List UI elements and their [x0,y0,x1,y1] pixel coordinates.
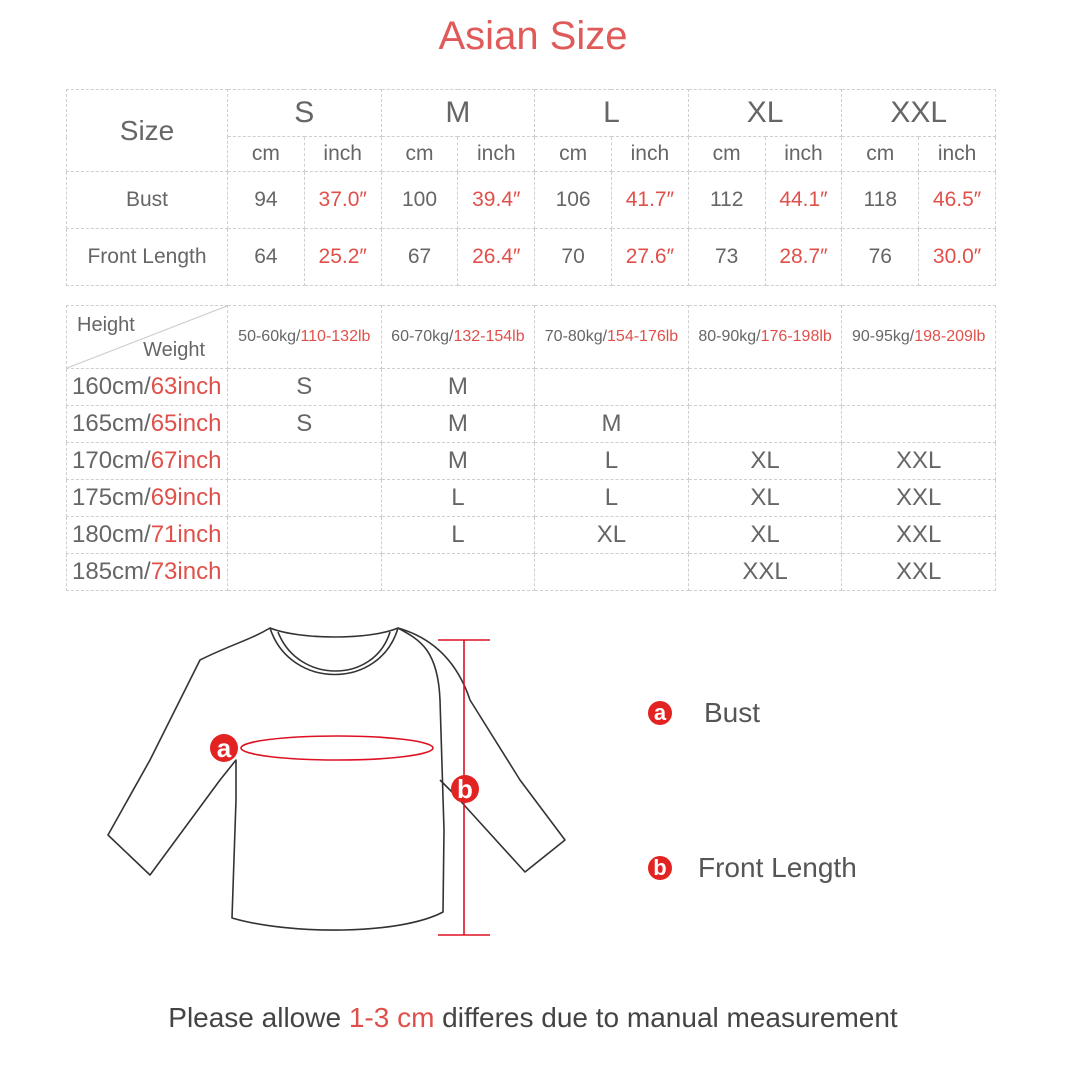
length-inch-m: 26.4″ [458,229,535,286]
weight-lb: 198-209lb [914,328,986,345]
fit-size-cell: S [228,406,382,443]
table-row [67,369,996,406]
fit-size-cell: M [535,406,689,443]
height-cell [67,443,228,480]
height-cell [67,369,228,406]
height-cell [67,406,228,443]
height-weight-fit-table [66,305,996,591]
fit-size-cell: XL [688,480,842,517]
height-cm: 175cm/ [72,484,151,511]
row-label-front-length: Front Length [67,229,228,286]
bust-cm-l: 106 [535,172,612,229]
size-header-l: L [535,90,689,137]
bust-measure-line [241,736,433,760]
shirt-outline [108,628,444,930]
fit-size-cell [842,369,996,406]
table-row [67,480,996,517]
legend-bust [648,697,760,729]
fit-size-cell: L [381,517,535,554]
fit-size-cell [535,369,689,406]
size-corner-label: Size [67,90,228,172]
fit-size-cell: XL [688,443,842,480]
weight-kg: 50-60kg/ [238,328,301,345]
note-highlight: 1-3 cm [348,1002,435,1033]
measurement-note [0,1002,1066,1034]
legend-badge-b: b [648,856,672,880]
size-measurement-table [66,89,996,286]
length-inch-xxl: 30.0″ [919,229,996,286]
weight-lb: 110-132lb [300,328,371,345]
table-row [67,443,996,480]
fit-size-cell: XXL [842,517,996,554]
weight-kg: 60-70kg/ [391,328,454,345]
length-cm-xxl: 76 [842,229,919,286]
size-header-xl: XL [688,90,842,137]
fit-size-cell [688,406,842,443]
fit-size-cell: XXL [688,554,842,591]
height-cm: 160cm/ [72,373,151,400]
bust-inch-xl: 44.1″ [765,172,842,229]
bust-inch-m: 39.4″ [458,172,535,229]
weight-kg: 90-95kg/ [851,328,915,345]
fit-size-cell: M [381,443,535,480]
fit-size-cell: XL [688,517,842,554]
front-length-row [67,229,996,286]
sleeve-right [398,628,565,872]
size-header-m: M [381,90,535,137]
unit-cm: cm [535,137,612,172]
fit-size-cell: XXL [842,554,996,591]
legend-front-length [648,852,857,884]
bust-marker: a [210,734,238,762]
length-inch-l: 27.6″ [611,229,688,286]
bust-cm-xl: 112 [688,172,765,229]
height-cm: 165cm/ [72,410,151,437]
note-before: Please allowe [168,1002,349,1033]
bust-inch-xxl: 46.5″ [919,172,996,229]
fit-size-cell: L [535,443,689,480]
length-cm-l: 70 [535,229,612,286]
fit-size-cell: XXL [842,480,996,517]
bust-cm-s: 94 [228,172,305,229]
height-inch: 67inch [150,447,222,474]
length-inch-s: 25.2″ [304,229,381,286]
weight-header-4 [688,306,842,369]
fit-size-cell [228,517,382,554]
row-label-bust: Bust [67,172,228,229]
length-cm-s: 64 [228,229,305,286]
fit-size-cell [228,443,382,480]
height-inch: 65inch [150,410,222,437]
weight-lb: 154-176lb [607,328,679,345]
fit-size-cell: M [381,406,535,443]
table-row [67,517,996,554]
weight-kg: 70-80kg/ [544,328,608,345]
weight-lb: 176-198lb [760,328,832,345]
weight-label: Weight [143,339,205,361]
shirt-diagram [100,620,700,950]
table-row [67,554,996,591]
unit-cm: cm [688,137,765,172]
unit-inch: inch [458,137,535,172]
height-inch: 69inch [150,484,222,511]
unit-cm: cm [842,137,919,172]
table-row [67,406,996,443]
weight-header-2 [381,306,535,369]
fit-size-cell: XXL [842,443,996,480]
legend-label-front-length: Front Length [698,852,857,883]
bust-inch-l: 41.7″ [611,172,688,229]
unit-inch: inch [611,137,688,172]
height-cm: 170cm/ [72,447,151,474]
size-header-xxl: XXL [842,90,996,137]
fit-corner-cell [67,306,228,369]
bust-cm-m: 100 [381,172,458,229]
fit-size-cell [688,369,842,406]
weight-kg: 80-90kg/ [698,328,761,345]
unit-inch: inch [919,137,996,172]
fit-size-cell: L [381,480,535,517]
legend-badge-a: a [648,701,672,725]
fit-size-cell [228,554,382,591]
length-inch-xl: 28.7″ [765,229,842,286]
height-inch: 63inch [150,373,222,400]
bust-inch-s: 37.0″ [304,172,381,229]
fit-size-cell: L [535,480,689,517]
unit-inch: inch [304,137,381,172]
height-inch: 73inch [150,558,222,585]
weight-lb: 132-154lb [453,328,525,345]
page-title: Asian Size [438,14,628,58]
weight-header-5 [842,306,996,369]
size-header-s: S [228,90,382,137]
height-cell [67,480,228,517]
bust-row [67,172,996,229]
length-cm-xl: 73 [688,229,765,286]
note-after: differes due to manual measurement [434,1002,898,1033]
bust-cm-xxl: 118 [842,172,919,229]
neckline-inner [278,632,390,671]
length-cm-m: 67 [381,229,458,286]
height-cell [67,517,228,554]
legend-label-bust: Bust [704,697,761,728]
fit-size-cell [842,406,996,443]
weight-header-3 [535,306,689,369]
fit-size-cell: XL [535,517,689,554]
fit-size-cell: M [381,369,535,406]
height-cell [67,554,228,591]
height-inch: 71inch [150,521,222,548]
unit-cm: cm [381,137,458,172]
fit-size-cell [535,554,689,591]
unit-cm: cm [228,137,305,172]
front-length-marker: b [451,775,479,803]
fit-size-cell [228,480,382,517]
height-cm: 185cm/ [72,558,151,585]
fit-size-cell [381,554,535,591]
unit-inch: inch [765,137,842,172]
height-label: Height [77,314,135,336]
height-cm: 180cm/ [72,521,151,548]
weight-header-1 [228,306,382,369]
fit-size-cell: S [228,369,382,406]
